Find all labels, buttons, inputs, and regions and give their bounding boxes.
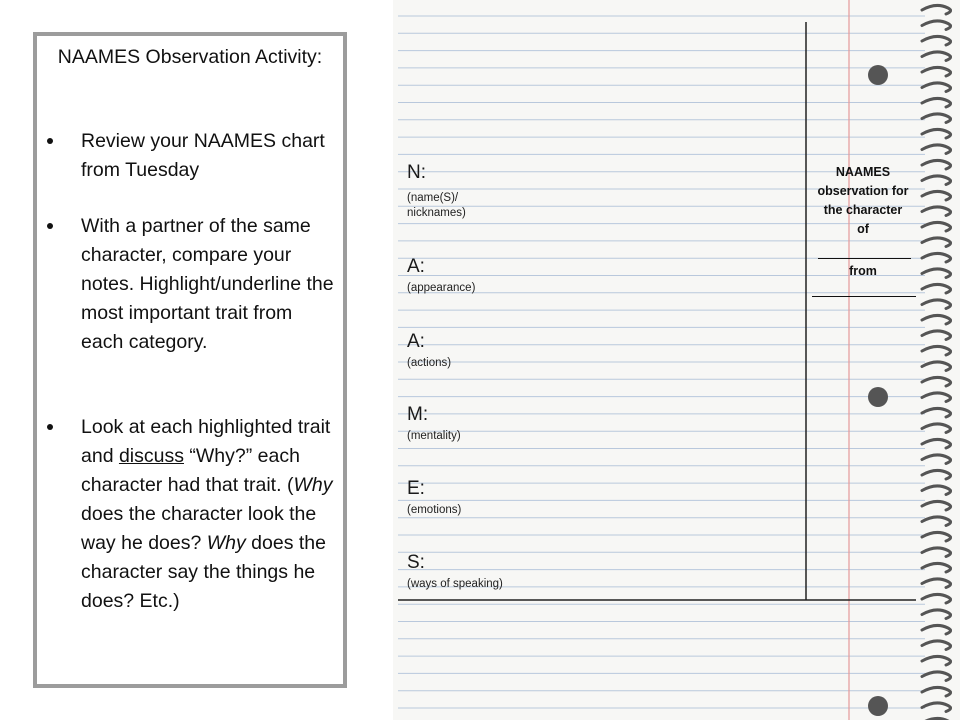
spiral-coil-icon [922,501,951,510]
spiral-coil-icon [922,238,951,247]
spiral-coil-icon [922,672,951,681]
row-letter: A: [407,256,425,277]
spiral-coil-icon [922,594,951,603]
text-run: Why [206,532,246,554]
spiral-coil-icon [922,641,951,650]
spiral-coil-icon [922,656,951,665]
binder-hole-icon [868,696,888,716]
row-letter: N: [407,162,426,183]
spiral-coil-icon [922,393,951,402]
row-sub: (actions) [407,357,452,369]
spiral-coil-icon [922,346,951,355]
row-sub: (ways of speaking) [407,578,503,590]
side-note [808,163,918,239]
side-note-line: NAAMES [835,165,891,179]
spiral-coil-icon [922,377,951,386]
text-run: does the character say the things he does? Etc.) [81,532,326,612]
spiral-coil-icon [922,207,951,216]
text-run: discuss [118,445,184,467]
spiral-coil-icon [922,455,951,464]
spiral-coil-icon [922,687,951,696]
instruction-text: With a partner of the same character, compare your notes. Highlight/underline the most important trait from each category. [81,215,334,353]
binder-hole-icon [868,387,888,407]
spiral-coil-icon [922,625,951,634]
side-note-line: of [857,222,869,236]
spiral-coil-icon [922,486,951,495]
spiral-coil-icon [922,439,951,448]
spiral-coil-icon [922,284,951,293]
spiral-coil-icon [922,114,951,123]
side-note-line: observation for [817,184,909,198]
ruled-lines [398,16,925,708]
spiral-coil-icon [922,579,951,588]
spiral-coil-icon [922,253,951,262]
spiral-coil-icon [922,160,951,169]
spiral-coil-icon [922,315,951,324]
text-run: does the character look the way he does? [81,503,317,554]
spiral-coil-icon [922,424,951,433]
spiral-binding [922,5,951,720]
spiral-coil-icon [922,703,951,712]
blank-line [818,258,911,259]
row-sub: nicknames) [407,207,466,219]
row-sub: (appearance) [407,282,476,294]
spiral-coil-icon [922,610,951,619]
binder-hole-icon [868,65,888,85]
spiral-coil-icon [922,98,951,107]
spiral-coil-icon [922,222,951,231]
row-sub: (mentality) [407,430,461,442]
spiral-coil-icon [922,470,951,479]
text-run: Look at each highlighted trait and [81,416,331,467]
spiral-coil-icon [922,67,951,76]
spiral-coil-icon [922,269,951,278]
spiral-coil-icon [922,36,951,45]
text-run: “Why?” each character had that trait. ( [81,445,300,496]
spiral-coil-icon [922,408,951,417]
side-note-line: the character [823,203,903,217]
row-sub: (name(S)/ [407,192,459,204]
spiral-coil-icon [922,145,951,154]
blank-line [812,296,916,297]
spiral-coil-icon [922,362,951,371]
spiral-coil-icon [922,129,951,138]
row-letter: M: [407,404,429,425]
spiral-coil-icon [922,21,951,30]
spiral-coil-icon [922,548,951,557]
spiral-coil-icon [922,517,951,526]
spiral-coil-icon [922,83,951,92]
row-letter: A: [407,331,425,352]
spiral-coil-icon [922,300,951,309]
spiral-coil-icon [922,191,951,200]
spiral-coil-icon [922,532,951,541]
side-note-from: from [849,264,877,278]
spiral-coil-icon [922,5,951,14]
spiral-coil-icon [922,331,951,340]
row-letter: S: [407,552,425,573]
instruction-text: Review your NAAMES chart from Tuesday [81,130,325,181]
spiral-coil-icon [922,176,951,185]
row-sub: (emotions) [407,504,462,516]
panel-title: NAAMES Observation Activity: [57,46,323,68]
row-letter: E: [407,478,425,499]
text-run: Why [293,474,333,496]
spiral-coil-icon [922,563,951,572]
spiral-coil-icon [922,52,951,61]
